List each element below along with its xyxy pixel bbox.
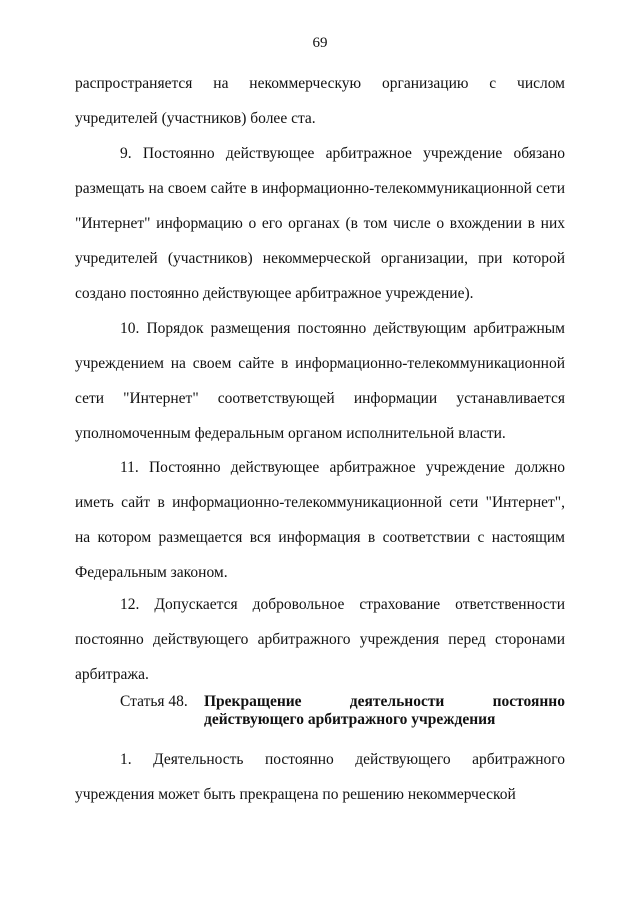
paragraph-item-11: 11. Постоянно действующее арбитражное учреждение должно иметь сайт в информационно-телекоммуникационной сети "Интернет", на котором размещается вся информация в соответствии с настоящим Федеральным законом. bbox=[75, 459, 565, 581]
paragraph-continuation: распространяется на некоммерческую организацию с числом учредителей (участников) более ста. bbox=[75, 75, 565, 127]
paragraph-item-10: 10. Порядок размещения постоянно действующим арбитражным учреждением на своем сайте в информационно-телекоммуникационной сети "Интернет" соответствующей информации устанавливается уполномоченным федеральным органом исполнительной власти. bbox=[75, 320, 565, 442]
paragraph-item-9: 9. Постоянно действующее арбитражное учреждение обязано размещать на своем сайте в информационно-телекоммуникационной сети "Интернет" информацию о его органах (в том числе о вхождении в них учредителей (участников) некоммерческой организации, при которой создано постоянно действующее арбитражное учреждение). bbox=[75, 145, 565, 302]
page-number: 69 bbox=[312, 35, 328, 51]
paragraph-article-48-item-1: 1. Деятельность постоянно действующего арбитражного учреждения может быть прекращена по решению некоммерческой bbox=[75, 751, 565, 803]
article-title: Прекращение деятельности постоянно действующего арбитражного учреждения bbox=[204, 693, 565, 728]
paragraph-item-12: 12. Допускается добровольное страхование ответственности постоянно действующего арбитражного учреждения перед сторонами арбитража. bbox=[75, 596, 565, 683]
article-48-heading bbox=[120, 693, 565, 729]
article-label: Статья 48. bbox=[120, 693, 188, 710]
